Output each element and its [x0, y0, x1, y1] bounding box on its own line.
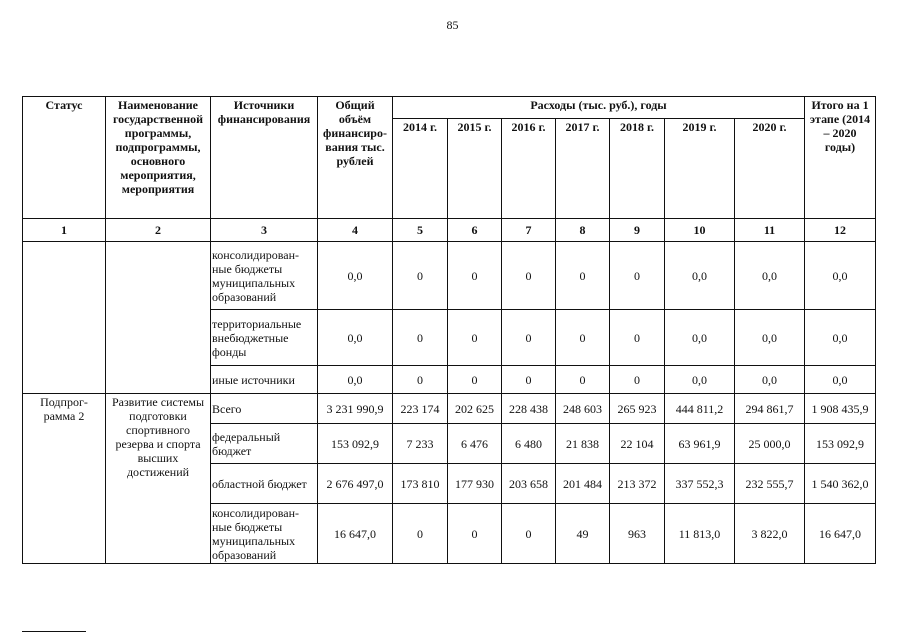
page-number: 85	[446, 18, 459, 32]
year-value-cell: 0,0	[735, 310, 805, 366]
year-value-cell: 294 861,7	[735, 394, 805, 424]
year-value-cell: 0,0	[665, 310, 735, 366]
year-value-cell: 11 813,0	[665, 504, 735, 564]
header-year: 2018 г.	[610, 119, 665, 219]
status-cell-empty	[23, 242, 106, 394]
year-value-cell: 963	[610, 504, 665, 564]
header-year: 2016 г.	[502, 119, 556, 219]
program-name-cell-empty	[106, 242, 211, 394]
year-value-cell: 265 923	[610, 394, 665, 424]
year-value-cell: 0	[448, 366, 502, 394]
header-sources: Источники финансирования	[211, 97, 318, 219]
year-value-cell: 22 104	[610, 424, 665, 464]
column-number: 4	[318, 219, 393, 242]
column-number: 3	[211, 219, 318, 242]
year-value-cell: 0,0	[665, 242, 735, 310]
stage-total-cell: 16 647,0	[805, 504, 876, 564]
total-cell: 16 647,0	[318, 504, 393, 564]
status-cell: Подпрог-рамма 2	[23, 394, 106, 564]
year-value-cell: 3 822,0	[735, 504, 805, 564]
stage-total-cell: 1 908 435,9	[805, 394, 876, 424]
year-value-cell: 444 811,2	[665, 394, 735, 424]
header-expenses: Расходы (тыс. руб.), годы	[393, 97, 805, 119]
year-value-cell: 6 480	[502, 424, 556, 464]
year-value-cell: 0,0	[665, 366, 735, 394]
header-status: Статус	[23, 97, 106, 219]
year-value-cell: 0	[556, 310, 610, 366]
year-value-cell: 0,0	[735, 366, 805, 394]
year-value-cell: 0	[393, 504, 448, 564]
year-value-cell: 337 552,3	[665, 464, 735, 504]
source-cell: территориальные внебюджетные фонды	[211, 310, 318, 366]
header-program-name: Наименование государственной программы, подпрограммы, основного мероприятия, мероприятия	[106, 97, 211, 219]
year-value-cell: 0	[448, 242, 502, 310]
header-year: 2017 г.	[556, 119, 610, 219]
column-numbers-row	[23, 219, 876, 242]
column-number: 7	[502, 219, 556, 242]
year-value-cell: 7 233	[393, 424, 448, 464]
year-value-cell: 202 625	[448, 394, 502, 424]
year-value-cell: 0	[393, 310, 448, 366]
total-cell: 153 092,9	[318, 424, 393, 464]
source-cell: иные источники	[211, 366, 318, 394]
stage-total-cell: 153 092,9	[805, 424, 876, 464]
stage-total-cell: 0,0	[805, 366, 876, 394]
year-value-cell: 6 476	[448, 424, 502, 464]
year-value-cell: 25 000,0	[735, 424, 805, 464]
year-value-cell: 0	[610, 366, 665, 394]
header-stage-total: Итого на 1 этапе (2014 – 2020 годы)	[805, 97, 876, 219]
year-value-cell: 203 658	[502, 464, 556, 504]
footnote-divider	[22, 631, 86, 632]
table-row	[23, 242, 876, 310]
year-value-cell: 0	[610, 310, 665, 366]
year-value-cell: 213 372	[610, 464, 665, 504]
table-row	[23, 394, 876, 424]
year-value-cell: 0	[502, 504, 556, 564]
total-cell: 0,0	[318, 242, 393, 310]
column-number: 1	[23, 219, 106, 242]
column-number: 9	[610, 219, 665, 242]
year-value-cell: 49	[556, 504, 610, 564]
header-row-top	[23, 97, 876, 119]
header-total-volume: Общий объём финансиро-вания тыс. рублей	[318, 97, 393, 219]
year-value-cell: 0	[393, 366, 448, 394]
column-number: 12	[805, 219, 876, 242]
year-value-cell: 0	[393, 242, 448, 310]
header-year: 2015 г.	[448, 119, 502, 219]
column-number: 2	[106, 219, 211, 242]
year-value-cell: 0	[448, 504, 502, 564]
source-cell: федеральный бюджет	[211, 424, 318, 464]
year-value-cell: 0,0	[735, 242, 805, 310]
column-number: 10	[665, 219, 735, 242]
column-number: 11	[735, 219, 805, 242]
total-cell: 0,0	[318, 310, 393, 366]
year-value-cell: 173 810	[393, 464, 448, 504]
header-year: 2020 г.	[735, 119, 805, 219]
total-cell: 2 676 497,0	[318, 464, 393, 504]
source-cell: Всего	[211, 394, 318, 424]
header-year: 2019 г.	[665, 119, 735, 219]
stage-total-cell: 0,0	[805, 242, 876, 310]
column-number: 6	[448, 219, 502, 242]
year-value-cell: 228 438	[502, 394, 556, 424]
year-value-cell: 177 930	[448, 464, 502, 504]
program-name-cell: Развитие системы подготовки спортивного резерва и спорта высших достижений	[106, 394, 211, 564]
source-cell: консолидирован-ные бюджеты муниципальных образований	[211, 242, 318, 310]
year-value-cell: 0	[556, 366, 610, 394]
header-year: 2014 г.	[393, 119, 448, 219]
year-value-cell: 0	[556, 242, 610, 310]
total-cell: 0,0	[318, 366, 393, 394]
year-value-cell: 0	[610, 242, 665, 310]
year-value-cell: 248 603	[556, 394, 610, 424]
stage-total-cell: 1 540 362,0	[805, 464, 876, 504]
year-value-cell: 21 838	[556, 424, 610, 464]
year-value-cell: 201 484	[556, 464, 610, 504]
source-cell: областной бюджет	[211, 464, 318, 504]
total-cell: 3 231 990,9	[318, 394, 393, 424]
year-value-cell: 0	[502, 366, 556, 394]
year-value-cell: 0	[448, 310, 502, 366]
year-value-cell: 223 174	[393, 394, 448, 424]
year-value-cell: 0	[502, 242, 556, 310]
stage-total-cell: 0,0	[805, 310, 876, 366]
year-value-cell: 0	[502, 310, 556, 366]
year-value-cell: 232 555,7	[735, 464, 805, 504]
column-number: 8	[556, 219, 610, 242]
year-value-cell: 63 961,9	[665, 424, 735, 464]
source-cell: консолидирован-ные бюджеты муниципальных образований	[211, 504, 318, 564]
column-number: 5	[393, 219, 448, 242]
budget-table	[22, 96, 876, 564]
